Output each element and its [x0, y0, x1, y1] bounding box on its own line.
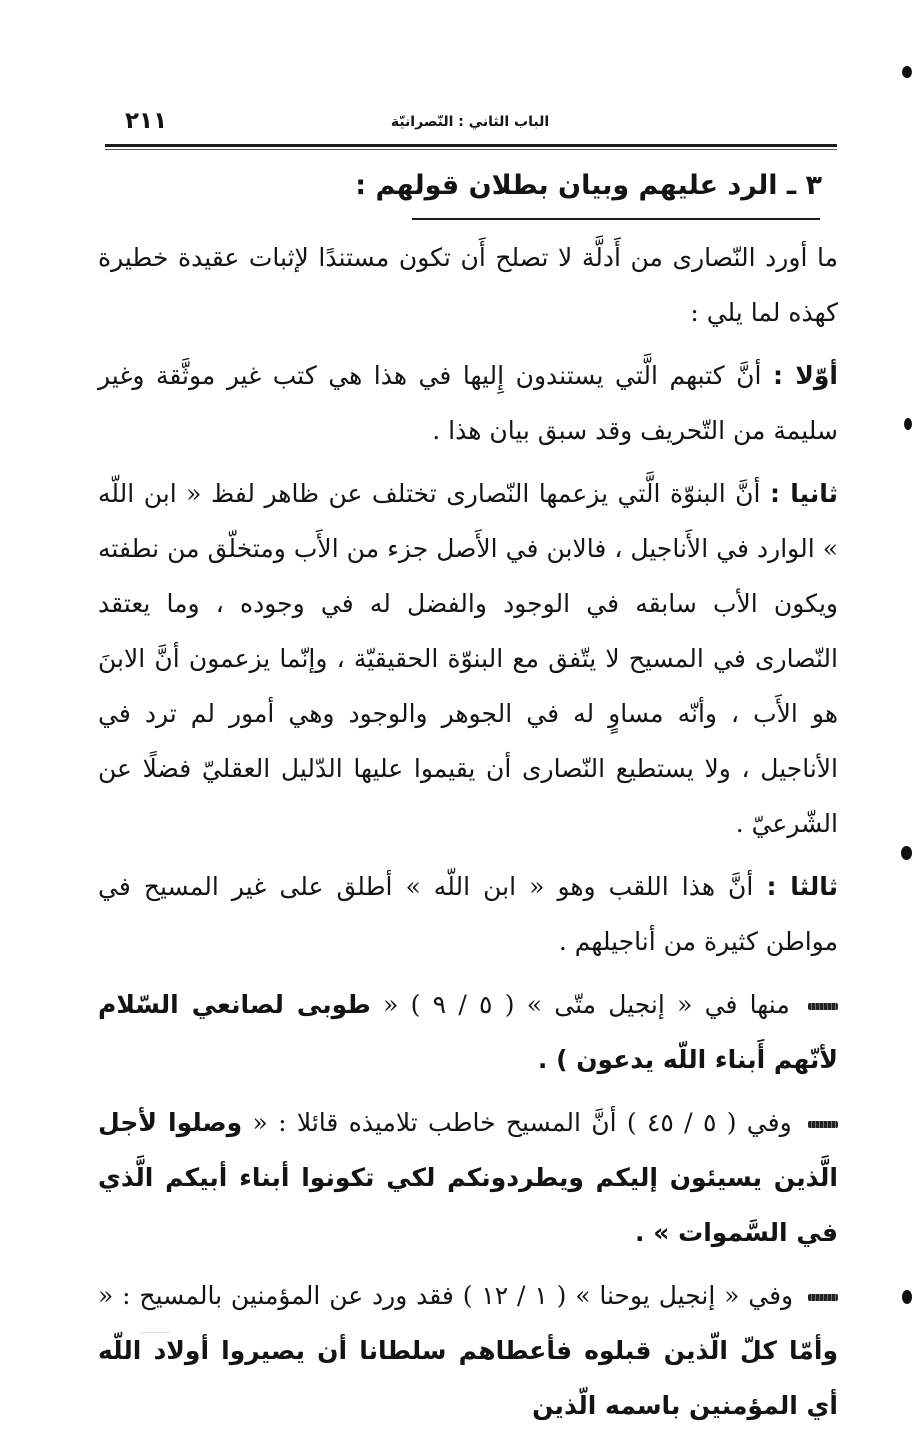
- bullet-mark-icon: [808, 1003, 838, 1010]
- third-point-text: أنَّ هذا اللقب وهو « ابن اللّه » أطلق على غير المسيح في مواطن كثيرة من أناجيلهم .: [98, 872, 838, 956]
- running-title: الباب الثاني : النّصرانيّة: [390, 114, 550, 130]
- body-text: [98, 230, 838, 1441]
- example-item: [98, 1268, 838, 1433]
- header-rule-thin: [105, 149, 837, 150]
- margin-blot: [904, 418, 912, 430]
- first-point-text: أنَّ كتبهم الَّتي يستندون إِليها في هذا هي كتب غير موثَّقة وغير سليمة من التّحريف وقد سبق بيان هذا .: [98, 361, 838, 445]
- header-rule: [105, 144, 837, 147]
- second-point-lead: ثانيا :: [769, 479, 838, 508]
- example-quote: طوبى لصانعي السّلام لأنّهم أَبناء اللّه يدعون ) .: [98, 990, 838, 1074]
- example-quote: وأمّا كلّ الّذين قبلوه فأعطاهم سلطانا أن يصيروا أولاد اللّه أي المؤمنين باسمه الّذين: [98, 1336, 838, 1420]
- margin-blot: [902, 66, 912, 78]
- heading-underline: [412, 218, 820, 220]
- third-point-lead: ثالثا :: [766, 872, 838, 901]
- example-item: [98, 977, 838, 1087]
- example-quote: وصلوا لأجل الَّذين يسيئون إليكم ويطردونكم لكي تكونوا أبناء أبيكم الَّذي في السَّموات » .: [98, 1108, 838, 1247]
- example-prefix: وفي ( ٥ / ٤٥ ) أنَّ المسيح خاطب تلاميذه قائلا : «: [252, 1108, 792, 1137]
- example-prefix: منها في « إنجيل متّى » ( ٥ / ٩ ) «: [383, 990, 790, 1019]
- scan-artifact: [140, 1332, 170, 1333]
- example-item: [98, 1095, 838, 1260]
- second-point-text: أنَّ البنوّة الَّتي يزعمها النّصارى تختلف عن ظاهر لفظ « ابن اللّه » الوارد في الأَناجيل ، فالابن في الأَصل جزء من الأَب ومتخلّق من نطفته ويكون الأب سابقه في الوجود والفضل له في وجوده ، وما يعتقد النّصارى في المسيح لا يتّفق مع البنوّة الحقيقيّة ، وإنّما يزعمون أنَّ الابنَ هو الأَب ، وأنّه مساوٍ له في الجوهر والوجود وهي أمور لم ترد في الأناجيل ، ولا يستطيع النّصارى أن يقيموا عليها الدّليل العقليّ فضلًا عن الشّرعيّ .: [98, 479, 838, 838]
- section-heading: ٣ ـ الرد عليهم وبيان بطلان قولهم :: [355, 170, 822, 201]
- bullet-mark-icon: [808, 1294, 838, 1301]
- page-number: ٢١١: [125, 108, 168, 134]
- page-header: [105, 108, 835, 142]
- first-point-lead: أوّلا :: [773, 361, 838, 390]
- example-prefix: وفي « إنجيل يوحنا » ( ١ / ١٢ ) فقد ورد عن المؤمنين بالمسيح : «: [98, 1281, 794, 1310]
- margin-blot: [902, 1290, 912, 1304]
- third-point-paragraph: [98, 859, 838, 969]
- first-point-paragraph: [98, 348, 838, 458]
- margin-blot: [901, 846, 912, 860]
- intro-paragraph: ما أورد النّصارى من أَدلَّة لا تصلح أَن تكون مستندًا لإثبات عقيدة خطيرة كهذه لما يلي :: [98, 243, 838, 327]
- bullet-mark-icon: [808, 1121, 838, 1128]
- second-point-paragraph: [98, 466, 838, 851]
